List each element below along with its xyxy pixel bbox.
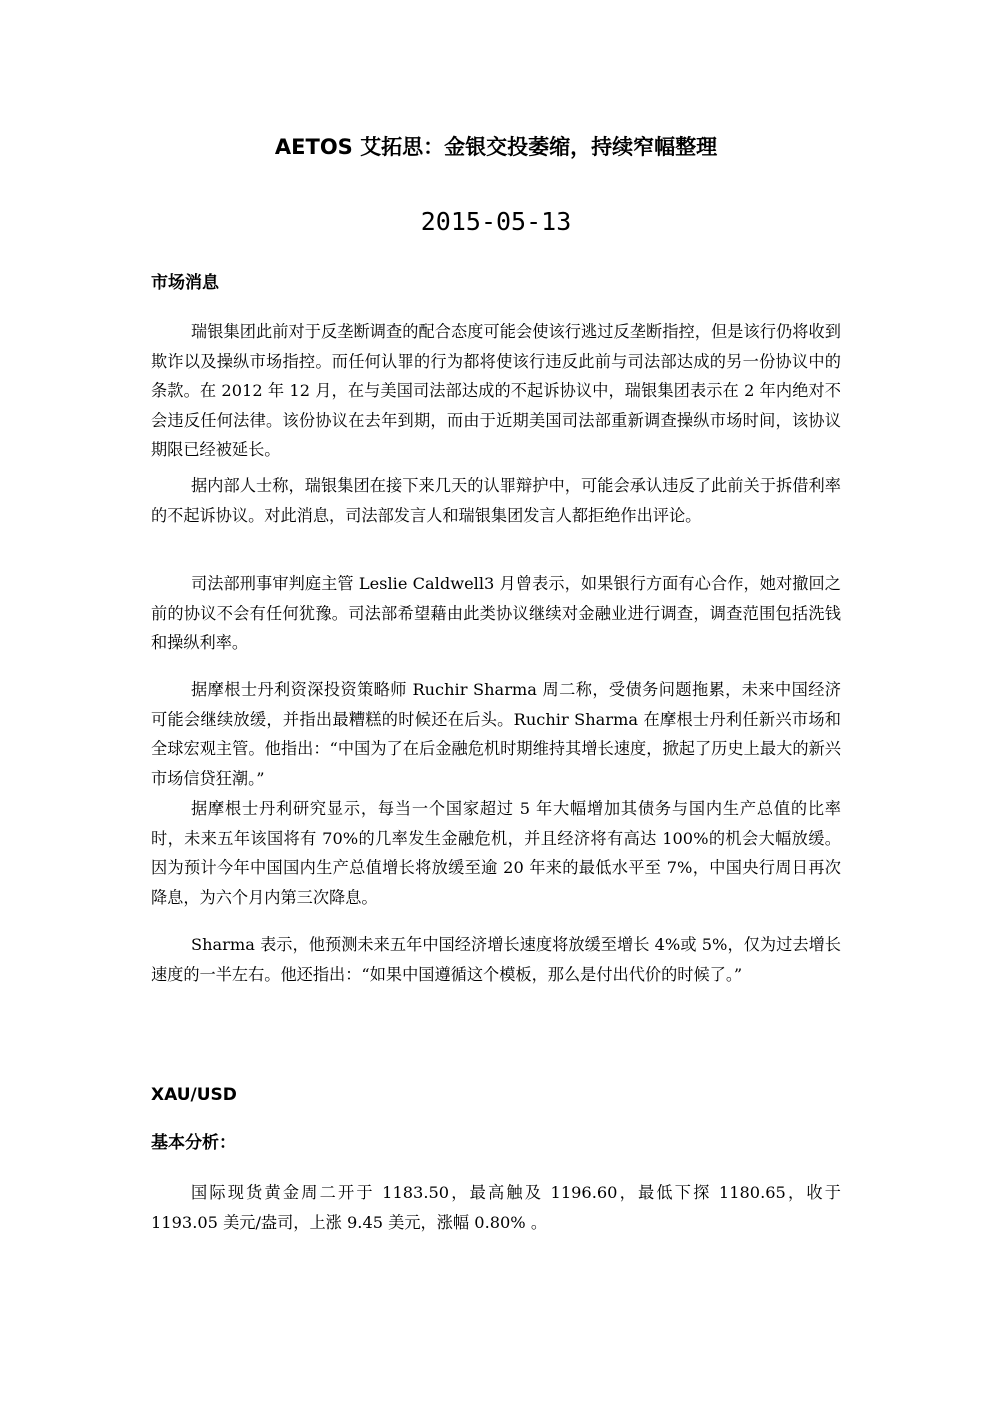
document-title: AETOS 艾拓思：金银交投萎缩，持续窄幅整理 [274, 135, 718, 159]
xau-usd-heading: XAU/USD [151, 1085, 237, 1105]
market-news-heading: 市场消息 [151, 273, 219, 293]
news-paragraph-5: 据摩根士丹利研究显示，每当一个国家超过 5 年大幅增加其债务与国内生产总值的比率时，未来五年该国将有 70%的几率发生金融危机，并且经济将有高达 100%的机会大幅放缓。因为预计今年中国国内生产总值增长将放缓至逾 20 年来的最低水平至 7%，中国央行周日再次降息，为六个月内第三次降息。 [151, 799, 841, 907]
document-date: 2015-05-13 [420, 207, 572, 236]
news-paragraph-1: 瑞银集团此前对于反垄断调查的配合态度可能会使该行逃过反垄断指控，但是该行仍将收到欺诈以及操纵市场指控。而任何认罪的行为都将使该行违反此前与司法部达成的另一份协议中的条款。在 2012 年 12 月，在与美国司法部达成的不起诉协议中，瑞银集团表示在 2 年内绝对不会违反任何法律。该份协议在去年到期，而由于近期美国司法部重新调查操纵市场时间，该协议期限已经被延长。 [151, 322, 841, 459]
news-paragraph-6: Sharma 表示，他预测未来五年中国经济增长速度将放缓至增长 4%或 5%，仅为过去增长速度的一半左右。他还指出：“如果中国遵循这个模板，那么是付出代价的时候了。” [151, 935, 841, 984]
fundamental-analysis-heading: 基本分析： [151, 1133, 236, 1153]
news-paragraph-3: 司法部刑事审判庭主管 Leslie Caldwell3 月曾表示，如果银行方面有心合作，她对撤回之前的协议不会有任何犹豫。司法部希望藉由此类协议继续对金融业进行调查，调查范围包括洗钱和操纵利率。 [151, 574, 841, 652]
news-paragraph-2: 据内部人士称，瑞银集团在接下来几天的认罪辩护中，可能会承认违反了此前关于拆借利率的不起诉协议。对此消息，司法部发言人和瑞银集团发言人都拒绝作出评论。 [151, 476, 841, 525]
news-paragraph-4: 据摩根士丹利资深投资策略师 Ruchir Sharma 周二称，受债务问题拖累，未来中国经济可能会继续放缓，并指出最糟糕的时候还在后头。Ruchir Sharma 在摩根士丹利任新兴市场和全球宏观主管。他指出：“中国为了在后金融危机时期维持其增长速度，掀起了历史上最大的新兴市场信贷狂潮。” [151, 680, 841, 788]
gold-price-paragraph: 国际现货黄金周二开于 1183.50，最高触及 1196.60，最低下探 1180.65，收于 1193.05 美元/盎司，上涨 9.45 美元，涨幅 0.80% 。 [151, 1183, 841, 1232]
